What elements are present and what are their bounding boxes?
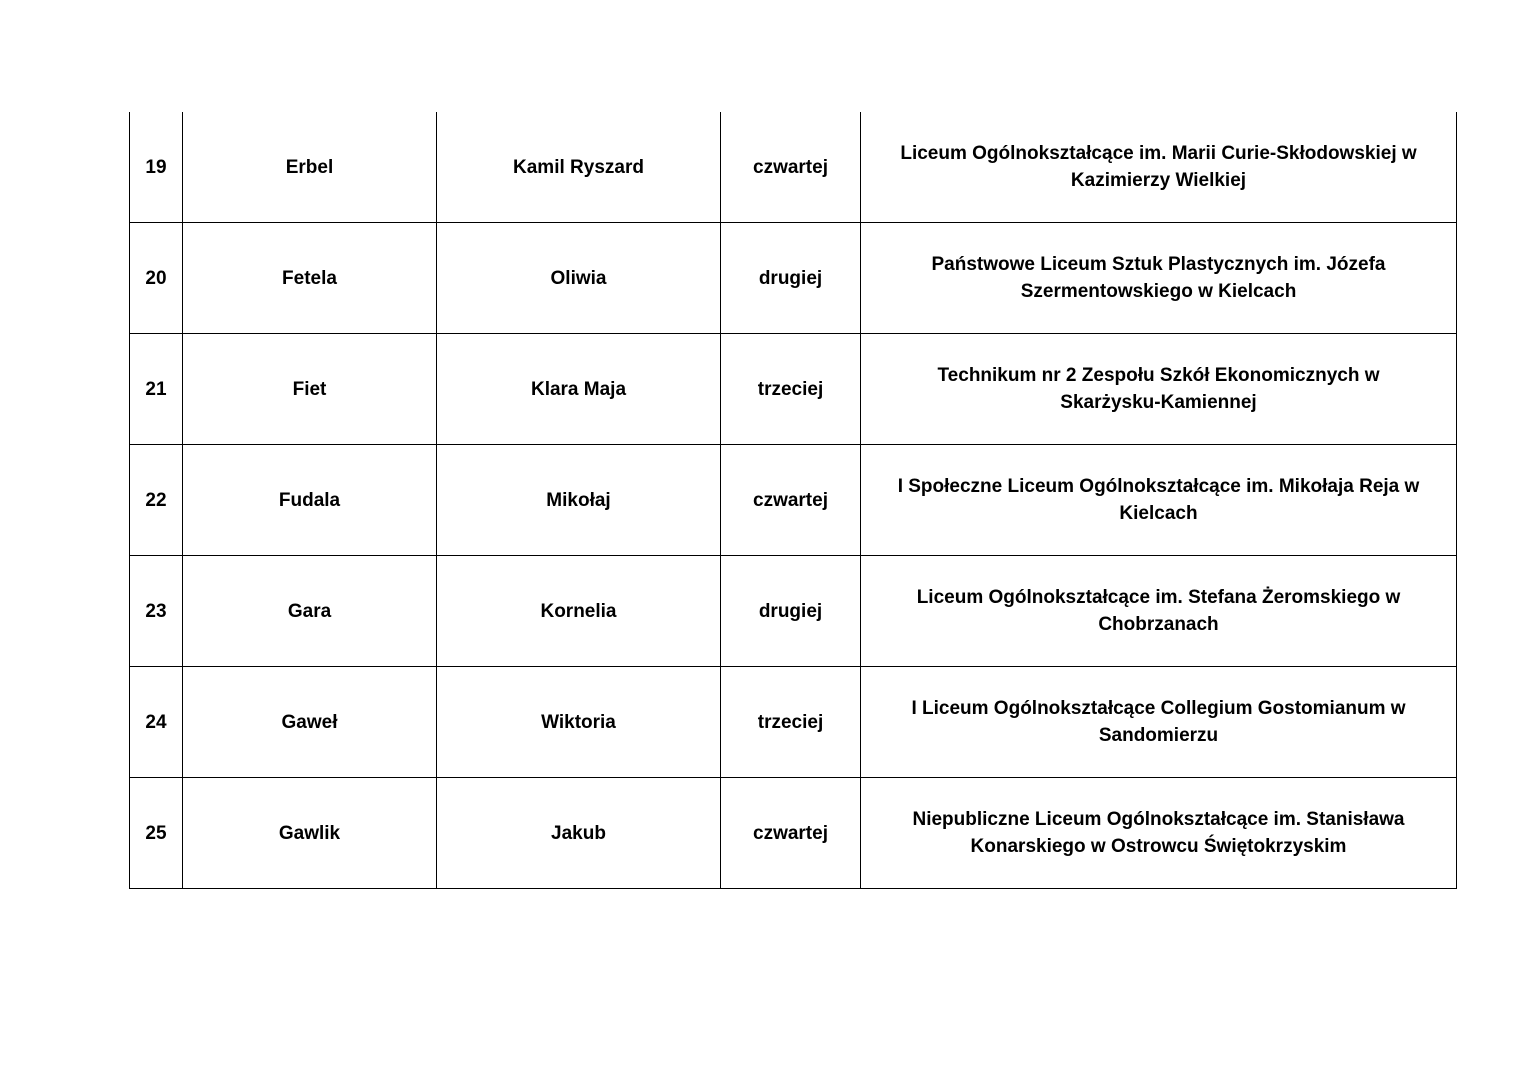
school-name: Liceum Ogólnokształcące im. Stefana Żeromskiego w Chobrzanach (916, 587, 1401, 635)
school-cell (861, 667, 1457, 778)
student-table (129, 112, 1457, 889)
table-row (130, 445, 1457, 556)
school-name: Technikum nr 2 Zespołu Szkół Ekonomicznych w Skarżysku-Kamiennej (937, 365, 1380, 413)
school-name: Niepubliczne Liceum Ogólnokształcące im. Stanisława Konarskiego w Ostrowcu Świętokrzyskim (912, 809, 1405, 857)
table-row (130, 667, 1457, 778)
table-row (130, 334, 1457, 445)
grade: czwartej (721, 778, 861, 889)
first-names: Mikołaj (437, 445, 721, 556)
first-names: Kamil Ryszard (437, 112, 721, 223)
school-name: Liceum Ogólnokształcące im. Marii Curie-Skłodowskiej w Kazimierzy Wielkiej (900, 143, 1417, 191)
school-cell (861, 556, 1457, 667)
grade: trzeciej (721, 667, 861, 778)
first-names: Wiktoria (437, 667, 721, 778)
school-cell (861, 223, 1457, 334)
row-number: 19 (130, 112, 183, 223)
surname: Fudala (183, 445, 437, 556)
row-number: 23 (130, 556, 183, 667)
first-names: Oliwia (437, 223, 721, 334)
surname: Erbel (183, 112, 437, 223)
school-cell (861, 334, 1457, 445)
school-name: I Społeczne Liceum Ogólnokształcące im. Mikołaja Reja w Kielcach (897, 476, 1420, 524)
grade: drugiej (721, 223, 861, 334)
student-table-body (130, 112, 1457, 889)
grade: drugiej (721, 556, 861, 667)
school-cell (861, 445, 1457, 556)
surname: Fetela (183, 223, 437, 334)
first-names: Jakub (437, 778, 721, 889)
table-row (130, 556, 1457, 667)
first-names: Kornelia (437, 556, 721, 667)
grade: czwartej (721, 112, 861, 223)
surname: Fiet (183, 334, 437, 445)
surname: Gara (183, 556, 437, 667)
school-cell (861, 778, 1457, 889)
table-row (130, 223, 1457, 334)
table-row (130, 112, 1457, 223)
row-number: 21 (130, 334, 183, 445)
table-row (130, 778, 1457, 889)
grade: trzeciej (721, 334, 861, 445)
row-number: 25 (130, 778, 183, 889)
school-name: Państwowe Liceum Sztuk Plastycznych im. Józefa Szermentowskiego w Kielcach (931, 254, 1386, 302)
surname: Gaweł (183, 667, 437, 778)
school-cell (861, 112, 1457, 223)
row-number: 24 (130, 667, 183, 778)
row-number: 20 (130, 223, 183, 334)
row-number: 22 (130, 445, 183, 556)
grade: czwartej (721, 445, 861, 556)
surname: Gawlik (183, 778, 437, 889)
school-name: I Liceum Ogólnokształcące Collegium Gostomianum w Sandomierzu (911, 698, 1406, 746)
first-names: Klara Maja (437, 334, 721, 445)
